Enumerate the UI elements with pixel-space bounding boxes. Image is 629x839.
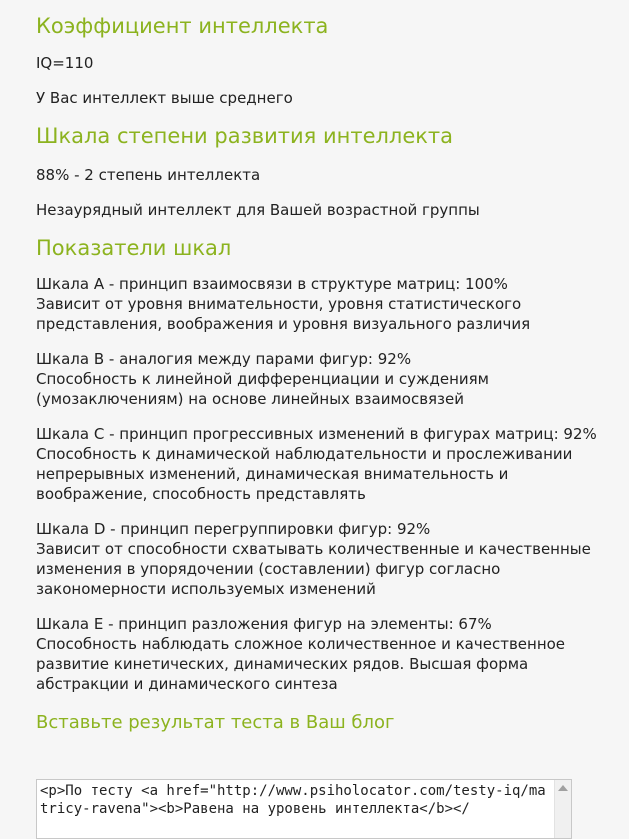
scale-heading: Шкала C - принцип прогрессивных изменений в фигурах матриц: 92%: [36, 425, 597, 443]
scroll-up-arrow-icon[interactable]: [558, 785, 568, 791]
iq-description: У Вас интеллект выше среднего: [36, 89, 293, 107]
scale-item-d: [36, 519, 624, 599]
scale-description: Способность к динамической наблюдательности и прослеживании непрерывных изменений, динамическая внимательность и воображение, способность представлять: [36, 445, 573, 503]
iq-section-title: Коэффициент интеллекта: [36, 14, 329, 38]
scales-section-title: Показатели шкал: [36, 236, 232, 260]
scale-item-e: [36, 614, 624, 694]
embed-code-text[interactable]: <p>По тесту <a href="http://www.psiholocator.com/testy-iq/matricy-ravena"><b>Равена на уровень интеллекта</b></: [40, 783, 546, 817]
scale-description: Зависит от способности схватывать количественные и качественные изменения в упорядочении (составлении) фигур согласно закономерности используемых изменений: [36, 540, 591, 598]
scale-heading: Шкала E - принцип разложения фигур на элементы: 67%: [36, 615, 492, 633]
scale-description: Способность к линейной дифференциации и суждениям (умозаключениям) на основе линейных взаимосвязей: [36, 370, 489, 408]
scale-heading: Шкала D - принцип перегруппировки фигур: 92%: [36, 520, 431, 538]
result-content: [36, 12, 624, 735]
level-description: Незаурядный интеллект для Вашей возрастной группы: [36, 201, 480, 219]
scale-heading: Шкала B - аналогия между парами фигур: 92%: [36, 350, 412, 368]
embed-scrollbar[interactable]: [554, 780, 571, 838]
embed-section-title: Вставьте результат теста в Ваш блог: [36, 712, 395, 733]
scale-heading: Шкала A - принцип взаимосвязи в структуре матриц: 100%: [36, 275, 508, 293]
level-section-title: Шкала степени развития интеллекта: [36, 124, 454, 148]
level-value: 88% - 2 степень интеллекта: [36, 166, 261, 184]
scale-description: Способность наблюдать сложное количественное и качественное развитие кинетических, динамических рядов. Высшая форма абстракции и динамического синтеза: [36, 635, 566, 693]
scale-description: Зависит от уровня внимательности, уровня статистического представления, воображения и уровня визуального различия: [36, 295, 531, 333]
scale-item-c: [36, 424, 624, 504]
iq-value: IQ=110: [36, 54, 94, 72]
scale-item-a: [36, 274, 624, 334]
scales-list: [36, 274, 624, 694]
scale-item-b: [36, 349, 624, 409]
embed-code-textarea[interactable]: [36, 779, 572, 839]
